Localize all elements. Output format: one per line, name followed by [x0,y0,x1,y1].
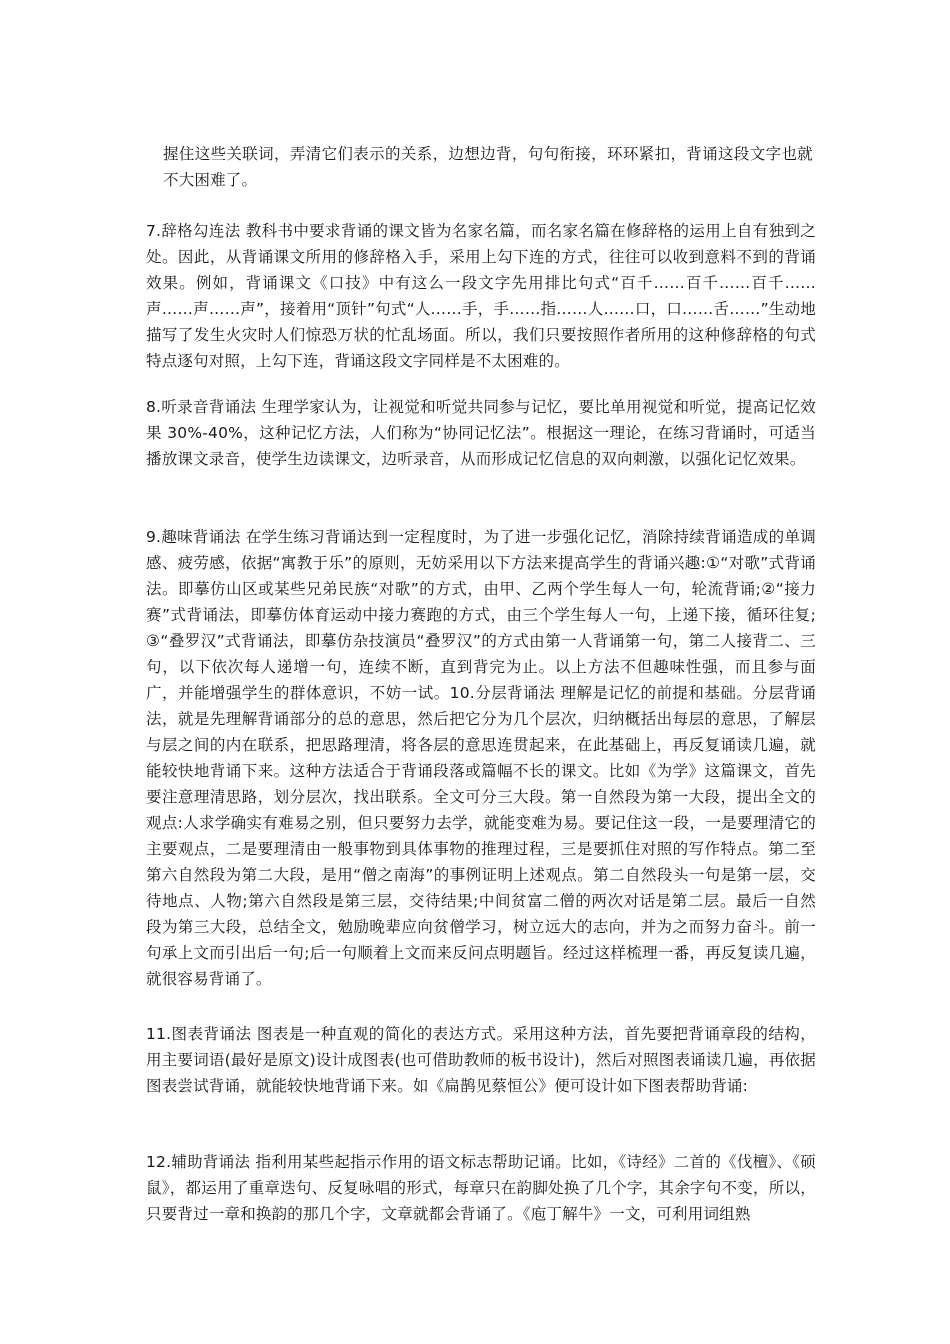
paragraph-method-8: 8.听录音背诵法 生理学家认为，让视觉和听觉共同参与记忆，要比单用视觉和听觉，提高记忆效果 30%-40%，这种记忆方法，人们称为“协同记忆法”。根据这一理论，在练习背诵时，可适当播放课文录音，使学生边读课文，边听录音，从而形成记忆信息的双向刺激，以强化记忆效果。 [146,397,816,468]
paragraph-method-7: 7.辞格勾连法 教科书中要求背诵的课文皆为名家名篇，而名家名篇在修辞格的运用上自有独到之处。因此，从背诵课文所用的修辞格入手，采用上勾下连的方式，往往可以收到意料不到的背诵效果。例如，背诵课文《口技》中有这么一段文字先用排比句式“百千……百千……百千……声……声……声”，接着用“顶针”句式“人……手，手……指……人……口，口……舌……”生动地描写了发生火灾时人们惊恐万状的忙乱场面。所以，我们只要按照作者所用的这种修辞格的句式特点逐句对照，上勾下连，背诵这段文字同样是不太困难的。 [146,221,816,370]
paragraph-method-11: 11.图表背诵法 图表是一种直观的简化的表达方式。采用这种方法，首先要把背诵章段的结构，用主要词语(最好是原文)设计成图表(也可借助教师的板书设计)，然后对照图表诵读几遍，再依据图表尝试背诵，就能较快地背诵下来。如《扁鹊见蔡恒公》便可设计如下图表帮助背诵: [146,1024,816,1095]
paragraph-intro: 握住这些关联词，弄清它们表示的关系，边想边背，句句衔接，环环紧扣，背诵这段文字也就不大困难了。 [163,144,813,189]
paragraph-method-12: 12.辅助背诵法 指利用某些起指示作用的语文标志帮助记诵。比如，《诗经》二首的《伐檀》、《硕鼠》，都运用了重章迭句、反复咏唱的形式，每章只在韵脚处换了几个字，其余字句不变，所以，只要背过一章和换韵的那几个字，文章就都会背诵了。《庖丁解牛》一文，可利用词组熟 [146,1152,816,1223]
paragraph-method-9-10: 9.趣味背诵法 在学生练习背诵达到一定程度时，为了进一步强化记忆，消除持续背诵造成的单调感、疲劳感，依据“寓教于乐”的原则，无妨采用以下方法来提高学生的背诵兴趣:①“对歌”式背诵法。即摹仿山区或某些兄弟民族“对歌”的方式，由甲、乙两个学生每人一句，轮流背诵;②“接力赛”式背诵法，即摹仿体育运动中接力赛跑的方式，由三个学生每人一句，上递下接，循环往复;③“叠罗汉”式背诵法，即摹仿杂技演员“叠罗汉”的方式由第一人背诵第一句，第二人接背二、三句，以下依次每人递增一句，连续不断，直到背完为止。以上方法不但趣味性强，而且参与面广，并能增强学生的群体意识，不妨一试。10.分层背诵法 理解是记忆的前提和基础。分层背诵法，就是先理解背诵部分的总的意思，然后把它分为几个层次，归纳概括出每层的意思，了解层与层之间的内在联系，把思路理清，将各层的意思连贯起来，在此基础上，再反复诵读几遍，就能较快地背诵下来。这种方法适合于背诵段落或篇幅不长的课文。比如《为学》这篇课文，首先要注意理清思路，划分层次，找出联系。全文可分三大段。第一自然段为第一大段，提出全文的观点:人求学确实有难易之别，但只要努力去学，就能变难为易。要记住这一段，一是要理清它的主要观点，二是要理清由一般事物到具体事物的推理过程，三是要抓住对照的写作特点。第二至第六自然段为第二大段，是用“僧之南海”的事例证明上述观点。第二自然段头一句是第一层，交待地点、人物;第六自然段是第三层，交待结果;中间贫富二僧的两次对话是第二层。最后一自然段为第三大段，总结全文，勉励晚辈应向贫僧学习，树立远大的志向，并为之而努力奋斗。前一句承上文而引出后一句;后一句顺着上文而来反问点明题旨。经过这样梳理一番，再反复读几遍，就很容易背诵了。 [146,527,816,988]
